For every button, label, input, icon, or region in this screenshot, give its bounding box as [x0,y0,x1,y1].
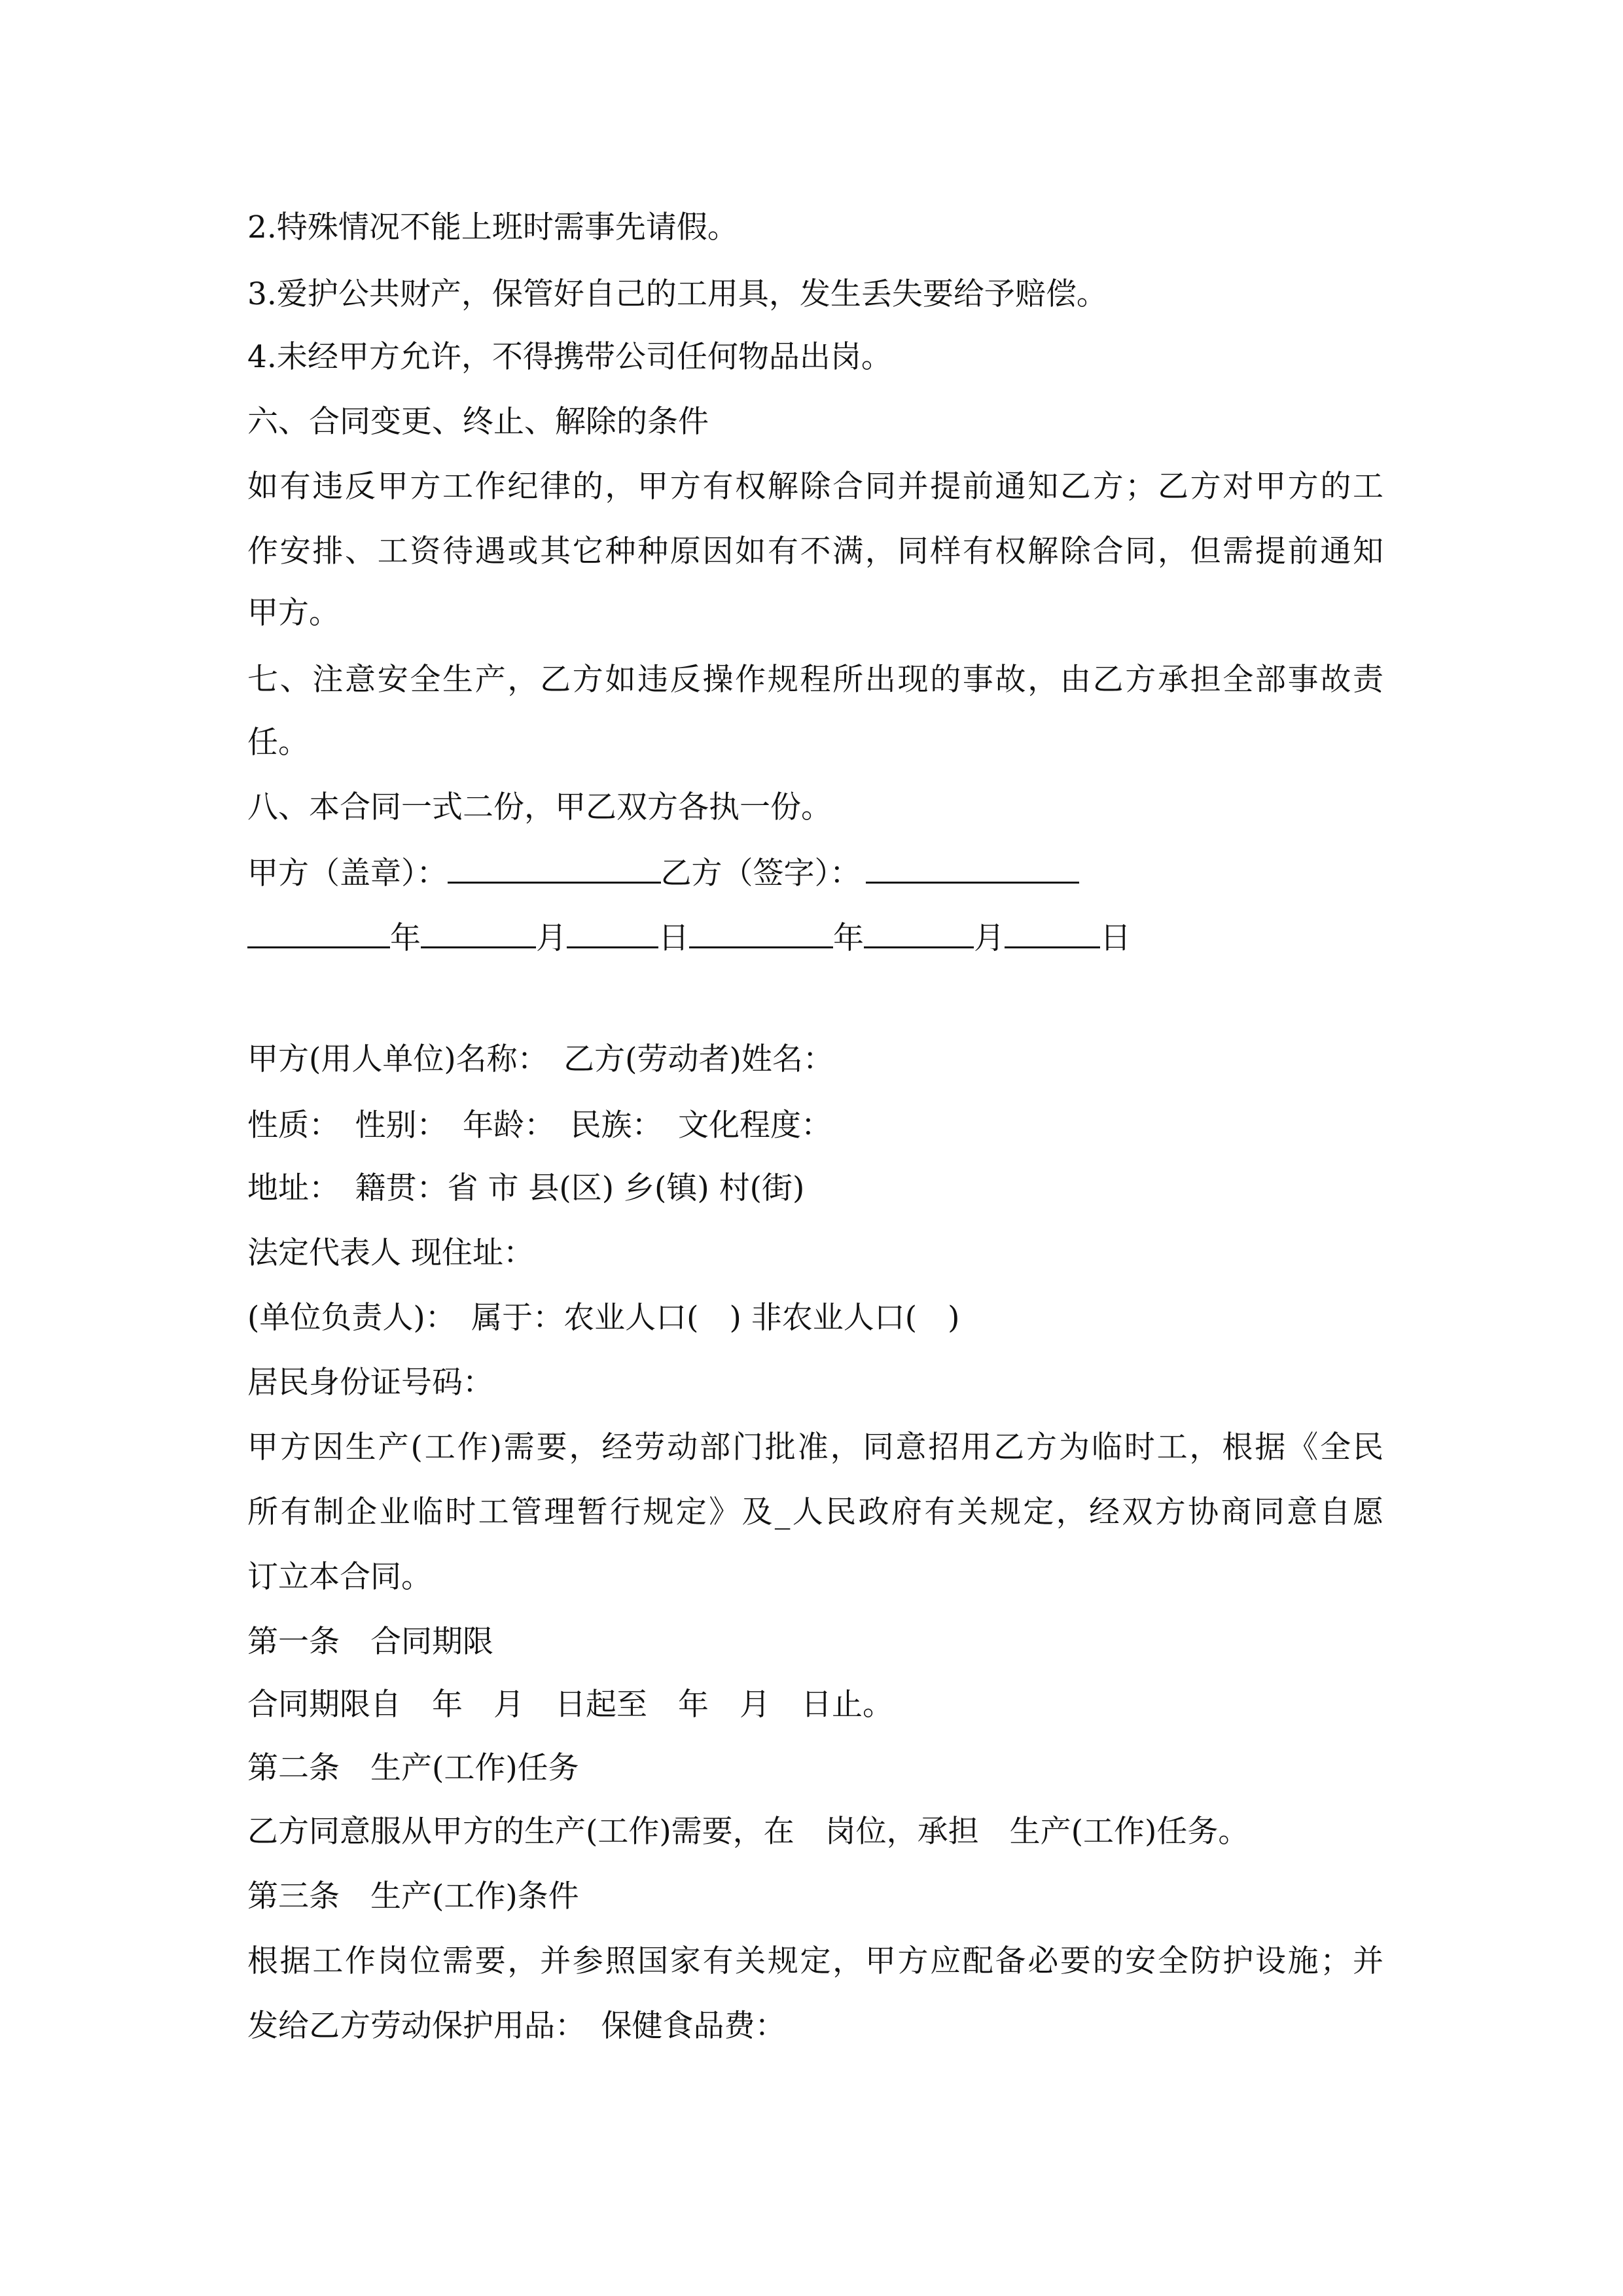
paragraph-line: 作安排、工资待遇或其它种种原因如有不满，同样有权解除合同，但需提前通知 [247,533,1383,569]
paragraph-line: 乙方同意服从甲方的生产(工作)需要，在 岗位，承担 生产(工作)任务。 [247,1814,1249,1850]
article-heading: 第二条 生产(工作)任务 [247,1750,579,1786]
year-label: 年 [390,920,421,956]
form-line: 地址： 籍贯：省 市 县(区) 乡(镇) 村(街) [247,1170,805,1206]
form-line: (单位负责人)： 属于：农业人口( ) 非农业人口( ) [247,1300,960,1336]
form-line: 甲方(用人单位)名称： 乙方(劳动者)姓名： [247,1041,834,1077]
day-label: 日 [658,920,689,956]
paragraph-line: 发给乙方劳动保护用品： 保健食品费： [247,2008,786,2044]
clause-line: 4.未经甲方允许，不得携带公司任何物品出岗。 [247,339,892,375]
year-blank[interactable] [689,916,833,948]
paragraph-line: 七、注意安全生产，乙方如违反操作规程所出现的事故，由乙方承担全部事故责 [247,662,1383,698]
party-a-seal-label: 甲方（盖章）： [247,855,448,891]
paragraph-line: 甲方因生产(工作)需要，经劳动部门批准，同意招用乙方为临时工，根据《全民 [247,1429,1383,1465]
clause-line: 3.爱护公共财产，保管好自己的工用具，发生丢失要给予赔偿。 [247,276,1107,312]
party-b-sign-label: 乙方（签字）： [660,855,861,891]
year-label: 年 [833,920,864,956]
day-blank[interactable] [567,916,658,948]
month-label: 月 [974,920,1005,956]
month-blank[interactable] [421,916,536,948]
party-b-sign-blank[interactable] [866,852,1079,884]
paragraph-line: 所有制企业临时工管理暂行规定》及_人民政府有关规定，经双方协商同意自愿 [247,1494,1383,1530]
signature-row [247,852,1079,893]
form-line: 居民身份证号码： [247,1365,493,1401]
month-label: 月 [536,920,567,956]
day-blank[interactable] [1005,916,1100,948]
paragraph-line: 任。 [247,725,309,761]
section-heading: 六、合同变更、终止、解除的条件 [247,404,709,440]
clause-line: 2.特殊情况不能上班时需事先请假。 [247,209,738,245]
form-line: 法定代表人 现住址： [247,1235,534,1271]
form-line: 性质： 性别： 年龄： 民族： 文化程度： [247,1107,832,1143]
article-heading: 第三条 生产(工作)条件 [247,1878,579,1914]
article-heading: 第一条 合同期限 [247,1624,493,1660]
paragraph-line: 如有违反甲方工作纪律的，甲方有权解除合同并提前通知乙方；乙方对甲方的工 [247,469,1383,505]
party-a-seal-blank[interactable] [448,852,661,884]
date-row [247,916,1131,958]
paragraph-line: 根据工作岗位需要，并参照国家有关规定，甲方应配备必要的安全防护设施；并 [247,1943,1383,1979]
paragraph-line: 甲方。 [247,595,340,631]
paragraph-line: 合同期限自 年 月 日起至 年 月 日止。 [247,1687,893,1723]
paragraph-line: 八、本合同一式二份，甲乙双方各执一份。 [247,789,832,825]
day-label: 日 [1100,920,1131,956]
paragraph-line: 订立本合同。 [247,1559,432,1595]
month-blank[interactable] [864,916,974,948]
year-blank[interactable] [247,916,390,948]
